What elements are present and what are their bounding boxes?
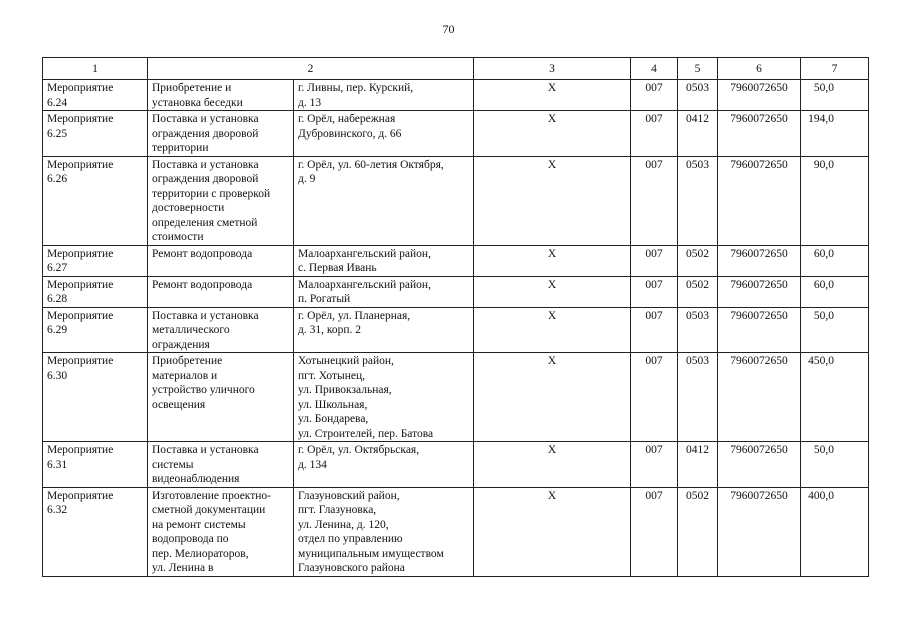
ministry-code-cell: 007 [631,245,678,276]
event-number-cell-line: 6.28 [47,293,68,305]
event-address-cell-line: Дубровинского, д. 66 [298,127,402,140]
event-address-cell-line: с. Первая Ивань [298,262,377,274]
event-address-cell-line: отдел по управлению [298,533,403,545]
event-number-cell-line: Мероприятие [47,278,114,291]
section-code-cell: 0503 [678,307,718,353]
header-col-4: 4 [631,58,678,80]
amount-cell: 400,0 [801,487,869,576]
event-name-cell-line: на ремонт системы [152,518,246,531]
event-number-cell-line: Мероприятие [47,444,114,456]
event-number-cell [43,276,148,307]
event-name-cell [148,156,294,245]
table-row [43,111,869,157]
event-address-cell [294,307,474,353]
event-name-cell-line: определения сметной [152,216,258,229]
event-number-cell-line: Мероприятие [47,489,114,502]
table-row [43,156,869,245]
budget-table [42,57,869,577]
event-address-cell [294,276,474,307]
section-code-cell: 0503 [678,156,718,245]
event-address-cell-line: Хотынецкий район, [298,355,394,367]
event-name-cell-line: Ремонт водопровода [152,247,253,260]
event-address-cell-line: г. Орёл, ул. 60-летия Октября, [298,158,444,171]
event-name-cell-line: территории [152,142,209,154]
event-address-cell [294,353,474,442]
mark-cell: Х [474,111,631,157]
event-name-cell-line: материалов и [152,369,218,382]
header-col-2: 2 [148,58,474,80]
amount-cell: 60,0 [801,276,869,307]
header-col-6: 6 [718,58,801,80]
section-code-cell: 0502 [678,487,718,576]
event-number-cell-line: Мероприятие [47,309,114,322]
event-address-cell-line: ул. Строителей, пер. Батова [298,427,434,440]
event-number-cell [43,111,148,157]
event-number-cell-line: Мероприятие [47,355,114,367]
event-number-cell-line: 6.25 [47,127,68,140]
event-name-cell [148,80,294,111]
mark-cell: Х [474,487,631,576]
event-address-cell-line: д. 9 [298,173,316,185]
event-address-cell-line: Малоархангельский район, [298,247,431,260]
event-address-cell-line: пгт. Глазуновка, [298,504,377,516]
section-code-cell: 0502 [678,276,718,307]
table-row [43,276,869,307]
event-address-cell-line: ул. Ленина, д. 120, [298,518,389,531]
event-number-cell [43,156,148,245]
section-code-cell: 0502 [678,245,718,276]
section-code-cell: 0412 [678,442,718,488]
event-number-cell-line: 6.32 [47,504,68,516]
event-number-cell-line: 6.27 [47,262,68,274]
event-address-cell-line: Глазуновский район, [298,489,400,502]
amount-cell: 50,0 [801,307,869,353]
section-code-cell: 0503 [678,353,718,442]
amount-cell: 194,0 [801,111,869,157]
amount-cell: 50,0 [801,442,869,488]
target-code-cell: 7960072650 [718,111,801,157]
event-name-cell-line: Приобретение [152,355,223,367]
ministry-code-cell: 007 [631,156,678,245]
event-name-cell-line: системы [152,458,194,471]
mark-cell: Х [474,156,631,245]
event-number-cell-line: 6.30 [47,369,68,382]
event-name-cell [148,276,294,307]
ministry-code-cell: 007 [631,442,678,488]
ministry-code-cell: 007 [631,487,678,576]
target-code-cell: 7960072650 [718,276,801,307]
target-code-cell: 7960072650 [718,442,801,488]
event-address-cell-line: д. 13 [298,96,322,109]
section-code-cell: 0412 [678,111,718,157]
mark-cell: Х [474,245,631,276]
event-address-cell-line: Малоархангельский район, [298,278,431,291]
header-row [43,58,869,80]
event-name-cell-line: пер. Мелиораторов, [152,547,249,560]
event-name-cell-line: территории с проверкой [152,187,271,200]
event-name-cell-line: металлического [152,324,230,336]
event-number-cell-line: 6.26 [47,173,68,185]
event-name-cell [148,487,294,576]
table-row [43,80,869,111]
ministry-code-cell: 007 [631,307,678,353]
event-address-cell-line: п. Рогатый [298,293,351,305]
event-name-cell [148,111,294,157]
event-address-cell-line: ул. Привокзальная, [298,384,392,396]
mark-cell: Х [474,307,631,353]
table-row [43,487,869,576]
event-number-cell-line: Мероприятие [47,82,114,94]
table-row [43,442,869,488]
event-address-cell [294,245,474,276]
event-name-cell-line: Изготовление проектно- [152,489,272,502]
mark-cell: Х [474,442,631,488]
event-name-cell-line: Поставка и установка [152,309,259,322]
target-code-cell: 7960072650 [718,307,801,353]
table-row [43,245,869,276]
event-name-cell-line: Поставка и установка [152,113,259,125]
event-address-cell-line: г. Орёл, ул. Планерная, [298,309,411,322]
event-number-cell [43,487,148,576]
event-name-cell-line: ограждения дворовой [152,127,259,140]
event-number-cell-line: Мероприятие [47,113,114,125]
event-address-cell [294,442,474,488]
event-address-cell [294,156,474,245]
header-col-1: 1 [43,58,148,80]
header-col-7: 7 [801,58,869,80]
target-code-cell: 7960072650 [718,156,801,245]
event-address-cell-line: Глазуновского района [298,562,405,574]
target-code-cell: 7960072650 [718,80,801,111]
event-address-cell-line: г. Орёл, ул. Октябрьская, [298,444,420,456]
target-code-cell: 7960072650 [718,353,801,442]
target-code-cell: 7960072650 [718,245,801,276]
event-number-cell-line: 6.29 [47,324,68,336]
ministry-code-cell: 007 [631,276,678,307]
event-name-cell-line: Поставка и установка [152,444,259,456]
event-number-cell [43,307,148,353]
event-address-cell-line: д. 134 [298,458,327,471]
event-name-cell-line: Поставка и установка [152,158,259,171]
event-address-cell-line: муниципальным имуществом [298,547,444,560]
event-address-cell-line: д. 31, корп. 2 [298,324,362,336]
event-address-cell-line: ул. Бондарева, [298,413,369,425]
event-number-cell-line: Мероприятие [47,158,114,171]
event-name-cell-line: освещения [152,398,206,411]
event-name-cell-line: ул. Ленина в [152,562,214,574]
mark-cell: Х [474,353,631,442]
event-name-cell [148,245,294,276]
event-address-cell [294,487,474,576]
event-name-cell-line: установка беседки [152,96,243,109]
event-number-cell-line: 6.24 [47,96,68,109]
event-name-cell [148,353,294,442]
header-col-3: 3 [474,58,631,80]
page-number: 70 [442,22,455,36]
header-col-5: 5 [678,58,718,80]
ministry-code-cell: 007 [631,111,678,157]
event-name-cell-line: Ремонт водопровода [152,278,253,291]
event-name-cell-line: устройство уличного [152,384,255,396]
event-number-cell [43,80,148,111]
event-address-cell-line: ул. Школьная, [298,398,368,411]
ministry-code-cell: 007 [631,353,678,442]
section-code-cell: 0503 [678,80,718,111]
event-name-cell-line: ограждения дворовой [152,173,259,185]
event-name-cell-line: Приобретение и [152,82,232,94]
event-name-cell-line: водопровода по [152,533,229,545]
event-number-cell-line: Мероприятие [47,247,114,260]
ministry-code-cell: 007 [631,80,678,111]
event-address-cell [294,80,474,111]
event-number-cell [43,442,148,488]
event-address-cell-line: г. Ливны, пер. Курский, [298,82,414,94]
event-name-cell-line: стоимости [152,231,204,243]
event-number-cell-line: 6.31 [47,458,68,471]
event-name-cell-line: видеонаблюдения [152,473,240,485]
event-name-cell-line: достоверности [152,202,225,214]
event-name-cell [148,307,294,353]
mark-cell: Х [474,80,631,111]
event-address-cell-line: пгт. Хотынец, [298,369,366,382]
event-address-cell-line: г. Орёл, набережная [298,113,396,125]
event-address-cell [294,111,474,157]
table-row [43,353,869,442]
event-name-cell-line: ограждения [152,338,210,351]
mark-cell: Х [474,276,631,307]
amount-cell: 60,0 [801,245,869,276]
event-number-cell [43,245,148,276]
event-name-cell [148,442,294,488]
target-code-cell: 7960072650 [718,487,801,576]
event-number-cell [43,353,148,442]
event-name-cell-line: сметной документации [152,504,266,516]
amount-cell: 50,0 [801,80,869,111]
amount-cell: 450,0 [801,353,869,442]
table-row [43,307,869,353]
amount-cell: 90,0 [801,156,869,245]
